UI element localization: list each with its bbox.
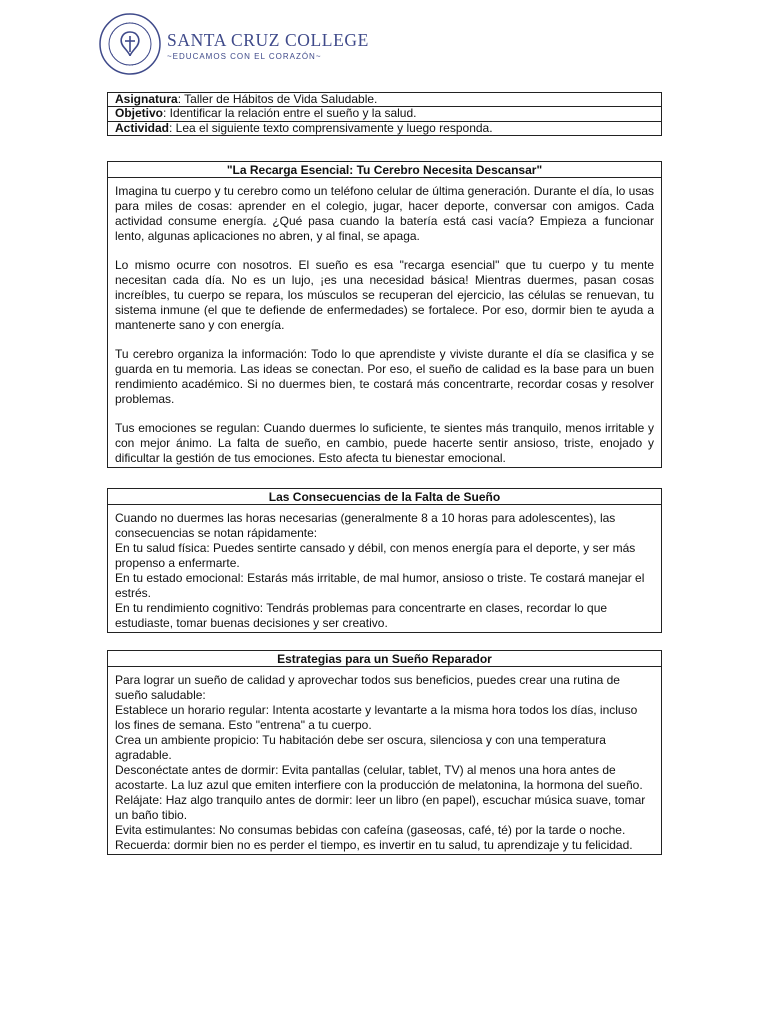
info-row-objetivo: [108, 107, 662, 121]
section-title: Las Consecuencias de la Falta de Sueño: [108, 489, 661, 505]
school-seal-icon: [98, 12, 162, 76]
paragraph: Desconéctate antes de dormir: Evita pantallas (celular, tablet, TV) al menos una hora antes de acostarte. La luz azul que emiten interfiere con la producción de melatonina, la hormona del sueño.: [115, 763, 643, 792]
info-label: Actividad: [115, 120, 170, 135]
paragraph: Relájate: Haz algo tranquilo antes de dormir: leer un libro (en papel), escuchar música suave, tomar un baño tibio.: [115, 793, 646, 822]
paragraph: En tu estado emocional: Estarás más irritable, de mal humor, ansioso o triste. Te costará manejar el estrés.: [115, 571, 645, 600]
paragraph: Recuerda: dormir bien no es perder el tiempo, es invertir en tu salud, tu aprendizaje y tu felicidad.: [115, 838, 633, 852]
reading-section-recarga: [107, 161, 662, 468]
section-title: Estrategias para un Sueño Reparador: [108, 651, 661, 667]
info-row-asignatura: [108, 93, 662, 107]
info-value: : Identificar la relación entre el sueño y la salud.: [163, 106, 417, 121]
paragraph: Imagina tu cuerpo y tu cerebro como un teléfono celular de última generación. Durante el día, lo usas para miles de cosas: aprender en el colegio, jugar, hacer deporte, conversar con amigos. Cada actividad consume energía. ¿Qué pasa cuando la batería está casi vacía? Empieza a funcionar lento, algunas aplicaciones no abren, y al final, se apaga.: [115, 184, 654, 243]
info-row-actividad: [108, 121, 662, 135]
paragraph: Tu cerebro organiza la información: Todo lo que aprendiste y viviste durante el día se clasifica y se guarda en tu memoria. Las ideas se conectan. Por eso, el sueño de calidad es la base para un buen rendimiento académico. Si no duermes bien, te costará más concentrarte, recordar cosas y resolver problemas.: [115, 347, 654, 406]
info-value: : Taller de Hábitos de Vida Saludable.: [177, 92, 378, 106]
paragraph: Lo mismo ocurre con nosotros. El sueño es esa "recarga esencial" que tu cuerpo y tu mente necesitan cada día. No es un lujo, ¡es una necesidad básica! Mientras duermes, pasan cosas increíbles, tu cuerpo se repara, los músculos se recuperan del ejercicio, las células se renuevan, tu sistema inmune (el que te defiende de enfermedades) se fortalece. Por eso, dormir bien te ayuda a mantenerte sano y con energía.: [115, 258, 654, 332]
paragraph: Establece un horario regular: Intenta acostarte y levantarte a la misma hora todos los días, incluso los fines de semana. Esto "entrena" a tu cuerpo.: [115, 703, 638, 732]
info-value: : Lea el siguiente texto comprensivamente y luego responda.: [169, 120, 493, 135]
paragraph: Tus emociones se regulan: Cuando duermes lo suficiente, te sientes más tranquilo, menos irritable y con mejor ánimo. La falta de sueño, en cambio, puede hacerte sentir ansioso, triste, enojado y dificultar la gestión de tus emociones. Esto afecta tu bienestar emocional.: [115, 421, 654, 465]
paragraph: Evita estimulantes: No consumas bebidas con cafeína (gaseosas, café, té) por la tarde o noche.: [115, 823, 626, 837]
paragraph: Crea un ambiente propicio: Tu habitación debe ser oscura, silenciosa y con una temperatura agradable.: [115, 733, 606, 762]
school-name: SANTA CRUZ COLLEGE: [167, 30, 369, 50]
school-motto: ~EDUCAMOS CON EL CORAZÓN~: [167, 52, 322, 61]
paragraph: En tu rendimiento cognitivo: Tendrás problemas para concentrarte en clases, recordar lo que estudiaste, tomar buenas decisiones y ser creativo.: [115, 601, 608, 630]
info-label: Objetivo: [115, 106, 164, 121]
activity-info-table: [107, 92, 662, 136]
reading-section-consecuencias: [107, 488, 662, 633]
paragraph: Para lograr un sueño de calidad y aprovechar todos sus beneficios, puedes crear una rutina de sueño saludable:: [115, 673, 620, 702]
section-title: "La Recarga Esencial: Tu Cerebro Necesita Descansar": [108, 162, 661, 178]
paragraph: Cuando no duermes las horas necesarias (generalmente 8 a 10 horas para adolescentes), las consecuencias se notan rápidamente:: [115, 511, 616, 540]
reading-section-estrategias: [107, 650, 662, 855]
paragraph: En tu salud física: Puedes sentirte cansado y débil, con menos energía para el deporte, y ser más propenso a enfermarte.: [115, 541, 636, 570]
school-header: [98, 12, 438, 78]
info-label: Asignatura: [115, 92, 178, 106]
